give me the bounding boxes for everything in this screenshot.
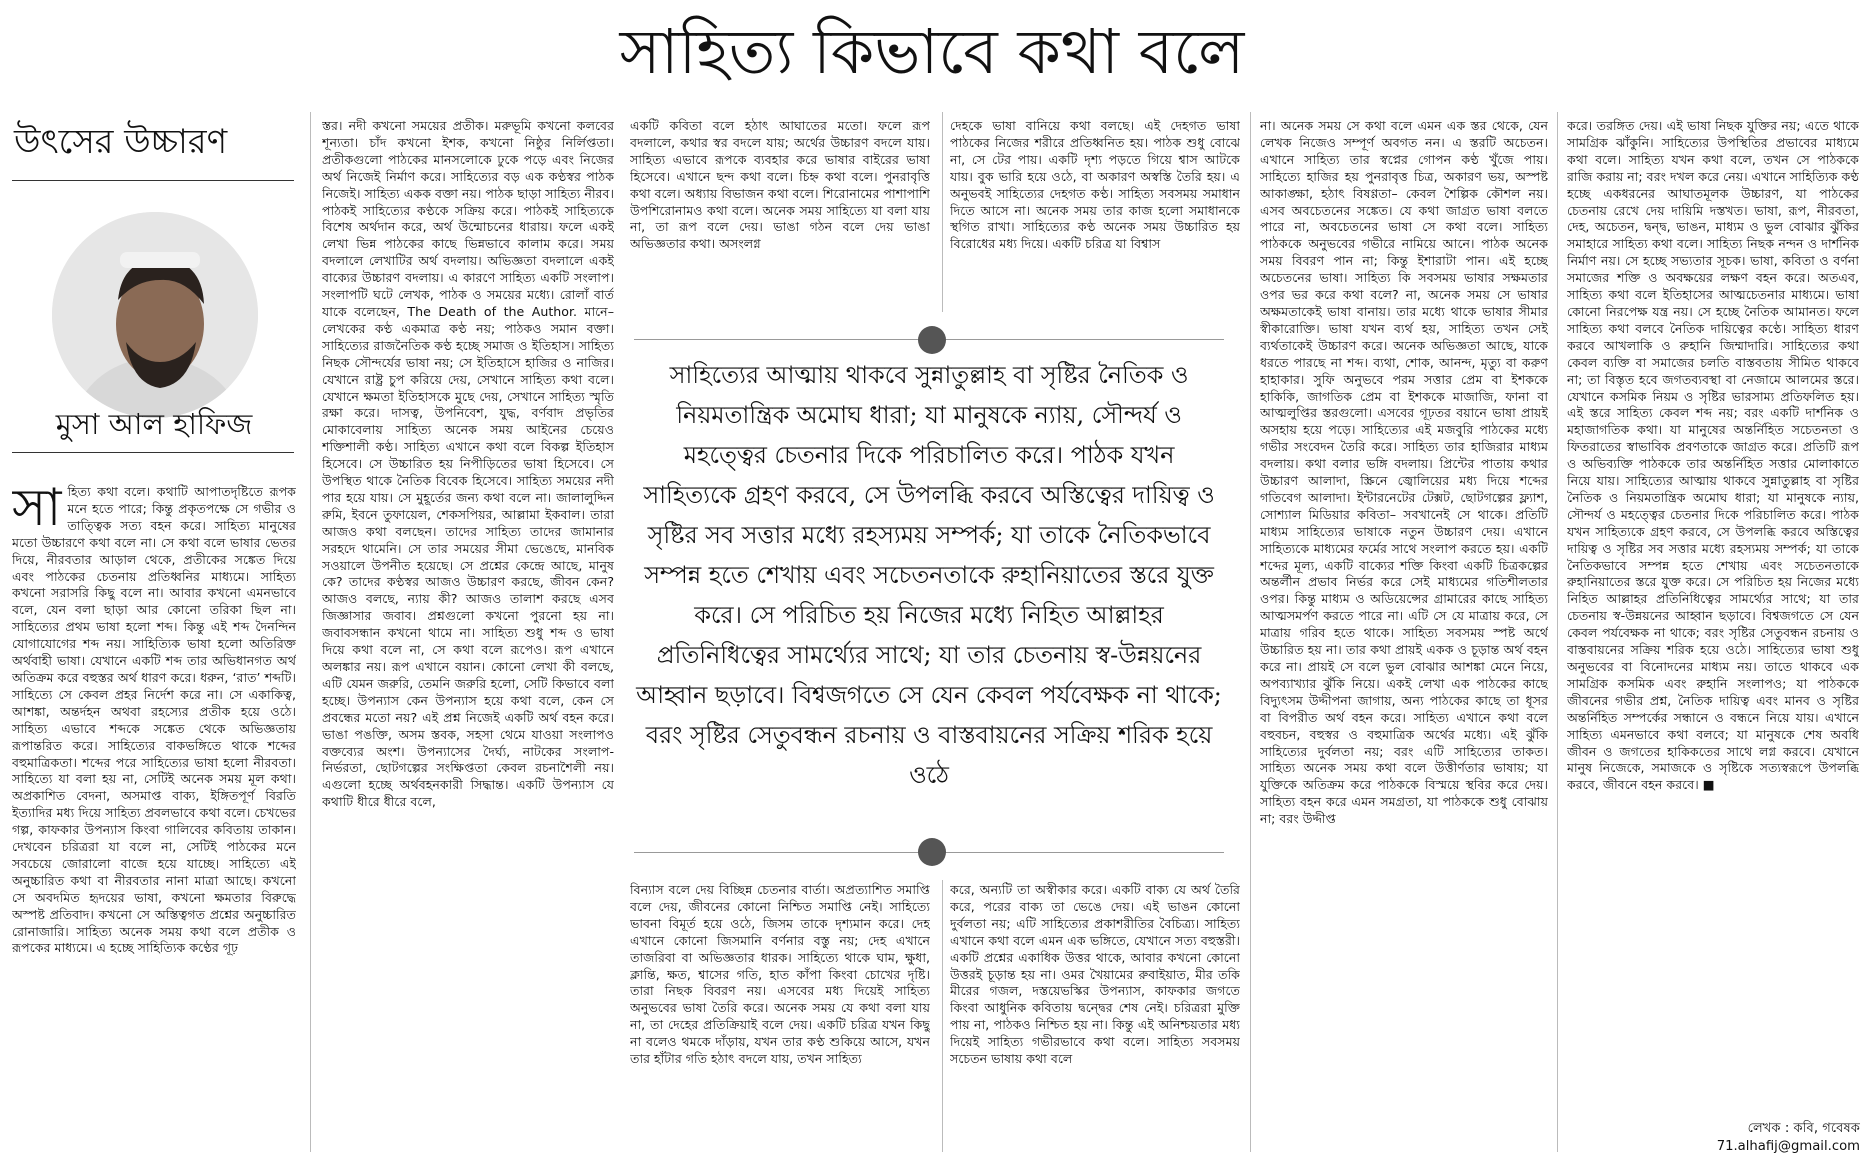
- article-column-5: [1260, 118, 1548, 1160]
- column-divider: [942, 112, 943, 312]
- article-column-6: [1567, 118, 1859, 1116]
- column-text: দেহকে ভাষা বানিয়ে কথা বলছে। এই দেহগত ভাষা পাঠকের নিজের শরীরে প্রতিধ্বনিত হয়। পাঠক শুধু বোঝে না, সে টের পায়। একটি দৃশ্য পড়তে গিয়ে শ্বাস আটকে যায়। বুক ভারি হয়ে ওঠে, বা অকারণ অস্বস্তি তৈরি হয়। এ অনুভবই সাহিত্যের দেহগত কণ্ঠ। সাহিত্য সবসময় সমাধান দিতে আসে না। অনেক সময় তার কাজ হলো সমাধানকে স্থগিত রাখা। সাহিত্যের কণ্ঠ অনেক সময় উচ্চারিত হয় বিরোধের মধ্য দিয়ে। একটি চরিত্র যা বিশ্বাস: [950, 118, 1240, 252]
- pullquote-dot-top: [918, 326, 946, 354]
- section-rule-top: [12, 180, 294, 181]
- section-title: উৎসের উচ্চারণ: [14, 122, 228, 162]
- column-divider: [310, 112, 311, 1152]
- article-column-3-top: [630, 118, 930, 306]
- article-column-2: [322, 118, 614, 1160]
- column-text: করে। তরঙ্গিত দেয়। এই ভাষা নিছক যুক্তির নয়; এতে থাকে সামগ্রিক ঝাঁকুনি। সাহিত্যের উপস্থিতির প্রভাবের মাধ্যমে কথা বলে। সাহিত্য যখন কথা বলে, তখন সে পাঠককে রাজি করায় না; বরং দখল করে নেয়। এখানে সাহিত্যিক কণ্ঠ হচ্ছে একধরনের আঘাতমূলক উচ্চারণ, যা পাঠকের চেতনায় রেখে দেয় দায়িমি দস্তখত। ভাষা, রূপ, নীরবতা, দেহ, অচেতন, দ্বন্দ্ব, ভাঙন, মাধ্যম ও ভুল বোঝার ঝুঁকির সমাহারে সাহিত্য কথা বলে। সাহিত্য নিছক নন্দন ও দার্শনিক নির্মাণ নয়। সে হচ্ছে সভ্যতার সূচক। ভাষা, কবিতা ও বর্ণনা সমাজের শক্তি ও অবক্ষয়ের লক্ষণ বহন করে। অতএব, সাহিত্য কথা বলে ইতিহাসের আত্মচেতনার মাধ্যমে। ভাষা কোনো নিরপেক্ষ যন্ত্র নয়। সে হচ্ছে নৈতিক আমানত। ফলে সাহিত্য কথা বলবে নৈতিক দায়িত্বের কণ্ঠে। সাহিত্য ধারণ করবে আখলাকি ও রুহানি জিম্মাদারি। সাহিত্যের কথা কেবল ব্যক্তি বা সমাজের চলতি বাস্তবতায় সীমিত থাকবে না; তা বিস্তৃত হবে জগতব্যবস্থা বা নেজামে আলমের স্তরে। যেখানে কসমিক নিয়ম ও সৃষ্টির ভারসাম্য প্রতিফলিত হয়। এই স্তরে সাহিত্য কেবল শব্দ নয়; বরং একটি দার্শনিক ও মহাজাগতিক কথা। যা মানুষের অন্তর্নিহিত সচেতনতা ও ফিতরাতের স্বাভাবিক প্রবণতাকে জাগ্রত করে। প্রতিটি রূপ ও অভিব্যক্তি পাঠককে তার অন্তর্নিহিত সত্তার মোলাকাতে নিয়ে যায়। সাহিত্যের আত্মায় থাকবে সুন্নাতুল্লাহ বা সৃষ্টির নৈতিক ও নিয়মতান্ত্রিক অমোঘ ধারা; যা মানুষকে ন্যায়, সৌন্দর্য ও মহত্ত্বের চেতনার দিকে পরিচালিত করে। পাঠক যখন সাহিত্যকে গ্রহণ করবে, সে উপলব্ধি করবে অস্তিত্বের দায়িত্ব ও সৃষ্টির সব সত্তার মধ্যে রহস্যময় সম্পর্ক; যা তাকে নৈতিকভাবে সম্পন্ন হতে শেখায় এবং সচেতনতাকে রুহানিয়াতের স্তরে যুক্ত করে। সে পরিচিত হয় নিজের মধ্যে নিহিত আল্লাহর প্রতিনিধিত্বের সামর্থ্যের সাথে; যা তার চেতনায় স্ব-উন্নয়নের আহ্বান ছড়াবে। বিশ্বজগতে সে যেন কেবল পর্যবেক্ষক না থাকে; বরং সৃষ্টির সেতুবন্ধন রচনায় ও বাস্তবায়নের সক্রিয় শরিক হয়ে ওঠে। সাহিত্যের ভাষা শুধু অনুভবের বা বিনোদনের মাধ্যম নয়। তাতে থাকবে এক সামগ্রিক কসমিক এবং রুহানি সংলাপও; যা পাঠককে জীবনের গভীর প্রশ্ন, নৈতিক দায়িত্ব এবং মানব ও সৃষ্টির অন্তর্নিহিত সম্পর্কের সন্ধানে ও বন্ধনে নিয়ে যায়। এখানে সাহিত্য এমনভাবে কথা বলবে; যা মানুষকে শেষ অবধি জীবন ও জগতের হাকিকতের সাথে লগ্ন করবে। যেখানে মানুষ নিজেকে, সমাজকে ও সৃষ্টিকে সত্যস্বরূপে উপলব্ধি করবে, জীবনে বহন করবে। ■: [1567, 118, 1859, 793]
- article-column-4-top: [950, 118, 1240, 306]
- column-divider: [1557, 112, 1558, 1152]
- author-signature: [1598, 1120, 1860, 1156]
- column-text: না। অনেক সময় সে কথা বলে এমন এক স্তর থেকে, যেন লেখক নিজেও সম্পূর্ণ অবগত নন। এ স্তরটি অচেতন। এখানে সাহিত্য তার স্বপ্নের গোপন কণ্ঠ খুঁজে পায়। সাহিত্যে হাজির হয় পুনরাবৃত্ত চিত্র, অকারণ ভয়, অস্পষ্ট আকাঙ্ক্ষা, হঠাৎ বিষণ্ণতা– কেবল শৈল্পিক কৌশল নয়। এসব অবচেতনের সঙ্কেত। যে কথা জাগ্রত ভাষা বলতে পারে না, অবচেতনের ভাষা সে কথা বলে। সাহিত্য পাঠককে অনুভবের গভীরে নামিয়ে আনে। পাঠক অনেক সময় বিবরণ পান না; কিন্তু ইশারাটা পান। এই হচ্ছে অচেতনের ভাষা। সাহিত্য কি সবসময় ভাষার সক্ষমতার ওপর ভর করে কথা বলে? না, অনেক সময় সে ভাষার অক্ষমতাকেই ভাষা বানায়। তার মধ্যে থাকে ভাষার সীমার স্বীকারোক্তি। ভাষা যখন ব্যর্থ হয়, সাহিত্য তখন সেই ব্যর্থতাকেই উচ্চারণ করে। অনেক অভিজ্ঞতা আছে, যাকে ধরতে পারছে না শব্দ। ব্যথা, শোক, আনন্দ, মৃত্যু বা করুণ হাহাকার। সুফি অনুভবে পরম সত্তার প্রেম বা ইশককে হাকিকি, জাগতিক প্রেম বা ইশককে মাজাজি, ফানা বা আত্মলুপ্তির স্তরগুলো। এসবের গূঢ়তর বয়ানে ভাষা প্রায়ই অসহায় হয়ে পড়ে। সাহিত্যের এই মজবুরি পাঠকের মধ্যে গভীর সংবেদন তৈরি করে। সাহিত্য তার হাজিরার মাধ্যম বদলায়। কথা বলার ভঙ্গি বদলায়। প্রিন্টের পাতায় কথার উচ্চারণ আলাদা, স্ক্রিনে জ্বোলিয়ের মধ্য দিয়ে শব্দের গতিবেগ আলাদা। ইন্টারনেটের টেক্সট, ছোটগল্পের ফ্ল্যাশ, সোশ্যাল মিডিয়ার কবিতা– সবখানেই সে থাকে। প্রতিটি মাধ্যম সাহিত্যের ভাষাকে নতুন উচ্চারণ দেয়। এখানে সাহিত্যকে মাধ্যমের ফর্মের সাথে সংলাপ করতে হয়। একটি শব্দের মূল্য, একটি বাক্যের শক্তি কিংবা একটি চিত্রকল্পের অন্তর্লীন প্রভাব নির্ভর করে সেই মাধ্যমের গতিশীলতার ওপর। কিন্তু মাধ্যম ও অডিয়েন্সের গ্রামারের কাছে সাহিত্য আত্মসমর্পণ করতে পারে না। এটি সে যে মাত্রায় করে, সে মাত্রায় গরিব হতে থাকে। সাহিত্য সবসময় স্পষ্ট অর্থে উচ্চারিত হয় না। তার কথা প্রায়ই একক ও চূড়ান্ত অর্থ বহন করে না। প্রায়ই সে বলে ভুল বোঝার আশঙ্কা মেনে নিয়ে, অপব্যাখ্যার ঝুঁকি নিয়ে। একই লেখা এক পাঠকের কাছে বিদ্যুৎসম উদ্দীপনা জাগায়, অন্য পাঠকের কাছে তা ধূসর বা বিপরীত অর্থ বহন করে। সাহিত্য এখানে কথা বলে বহুবচন, বহুস্বর ও বহুমাত্রিক অর্থের মধ্যে। এই ঝুঁকি সাহিত্যের দুর্বলতা নয়; বরং এটি সাহিত্যের তাকত। সাহিত্য অনেক সময় কথা বলে উত্তীর্ণতার ভাষায়; যা যুক্তিকে অতিক্রম করে পাঠককে বিস্ময়ে স্থবির করে দেয়। সাহিত্য বহন করে এমন সমগ্রতা, যা পাঠককে শুধু বোঝায় না; বরং উদ্দীপ্ত: [1260, 118, 1548, 827]
- article-column-3-bottom: [630, 882, 930, 1160]
- section-rule-bottom: [12, 452, 294, 453]
- headline: সাহিত্য কিভাবে কথা বলে: [619, 15, 1245, 88]
- author-role: লেখক : কবি, গবেষক: [1747, 1121, 1860, 1136]
- author-email: 71.alhafij@gmail.com: [1716, 1139, 1860, 1154]
- column-text: হিত্য কথা বলে। কথাটি আপাতদৃষ্টিতে রূপক মনে হতে পারে; কিন্তু প্রকৃতপক্ষে সে গভীর ও তাত্ত্বিক সত্য বহন করে। সাহিত্য মানুষের মতো উচ্চারণে কথা বলে না। সে কথা বলে ভাষার ভেতর দিয়ে, নীরবতার আড়াল থেকে, প্রতীকের সঙ্কেত দিয়ে এবং পাঠকের চেতনায় প্রতিধ্বনির মাধ্যমে। সাহিত্য কখনো সরাসরি কিছু বলে না। আবার কখনো এমনভাবে বলে, যেন বলা ছাড়া আর কোনো তরিকা ছিল না। সাহিত্যের প্রথম ভাষা হলো শব্দ। কিন্তু এই শব্দ দৈনন্দিন যোগাযোগের শব্দ নয়। সাহিত্যিক ভাষা হলো অতিরিক্ত অর্থবাহী ভাষা। যেখানে একটি শব্দ তার অভিধানগত অর্থ অতিক্রম করে বহুস্তর অর্থ ধারণ করে। ধরুন, ‘রাত’ শব্দটি। সাহিত্যে সে কেবল প্রহর নির্দেশ করে না। সে একাকিত্ব, আশঙ্কা, অন্তর্দহন অথবা রহস্যের প্রতীক হয়ে ওঠে। সাহিত্য এভাবে শব্দকে সঙ্কেত থেকে অভিজ্ঞতায় রূপান্তরিত করে। সাহিত্যের বাকভঙ্গিতে থাকে শব্দের বহুমাত্রিকতা। শব্দের পরে সাহিত্যের ভাষা হলো নীরবতা। সাহিত্যে যা বলা হয় না, সেটিই অনেক সময় মূল কথা। অপ্রকাশিত বেদনা, অসমাপ্ত বাক্য, ইঙ্গিতপূর্ণ বিরতি ইত্যাদির মধ্য দিয়ে সাহিত্য প্রবলভাবে কথা বলে। চেখভের গল্প, কাফকার উপন্যাস কিংবা গালিবের কবিতায় তাকান। দেখবেন চরিত্ররা যা বলে না, সেটিই পাঠকের মনে সবচেয়ে জোরালো বাজে হয়ে যাচ্ছে। সাহিত্যে এই অনুচ্চারিত কথা বা নীরবতার নানা মাত্রা আছে। কখনো সে অবদমিত হৃদয়ের ভাষা, কখনো ক্ষমতার বিরুদ্ধে অস্পষ্ট প্রতিবাদ। কখনো সে অস্তিত্বগত প্রশ্নের অনুচ্চারিত রোনাজারি। সাহিত্য অনেক সময় কথা বলে প্রতীক ও রূপকের মাধ্যমে। এ হচ্ছে সাহিত্যিক কণ্ঠের গূঢ়: [12, 484, 296, 956]
- article-column-4-bottom: [950, 882, 1240, 1160]
- article-column-1: [12, 484, 296, 1160]
- column-text: করে, অন্যটি তা অস্বীকার করে। একটি বাক্য যে অর্থ তৈরি করে, পরের বাক্য তা ভেঙে দেয়। এই ভাঙন কোনো দুর্বলতা নয়; এটি সাহিত্যের প্রকাশরীতির বৈচিত্র্য। সাহিত্য এখানে কথা বলে এমন এক ভঙ্গিতে, যেখানে সত্য বহুস্তরী। একটি প্রশ্নের একাধিক উত্তর থাকে, আবার কখনো কোনো উত্তরই চূড়ান্ত হয় না। ওমর খৈয়ামের রুবাইয়াত, মীর তকি মীরের গজল, দস্তয়েভস্কির উপন্যাস, কাফকার জগতে কিংবা আধুনিক কবিতায় দ্বন্দ্বের শেষ নেই। চরিত্ররা মুক্তি পায় না, পাঠকও নিশ্চিত হয় না। কিন্তু এই অনিশ্চয়তার মধ্য দিয়েই সাহিত্য গভীরভাবে কথা বলে। সাহিত্য সবসময় সচেতন ভাষায় কথা বলে: [950, 882, 1240, 1067]
- column-divider: [1250, 112, 1251, 1152]
- column-text: স্তর। নদী কখনো সময়ের প্রতীক। মরুভূমি কখনো কলবের শূন্যতা। চাঁদ কখনো ইশক, কখনো নিষ্ঠুর নির্লিপ্ততা। প্রতীকগুলো পাঠকের মানসলোকে ঢুকে পড়ে এবং নিজের অর্থ নিজেই নির্মাণ করে। সাহিত্যের বড় এক কণ্ঠস্বর পাঠক নিজেই। সাহিত্য একক বক্তা নয়। পাঠক ছাড়া সাহিত্য নীরব। পাঠকই সাহিত্যের কণ্ঠকে সক্রিয় করে। পাঠকই সাহিত্যকে বিশেষ অর্থদান করে, অর্থ উন্মোচনের ধারায়। ফলে একই লেখা ভিন্ন পাঠকের কাছে ভিন্নভাবে কালাম করে। সময় বদলালে লেখাটির অর্থ বদলায়। অভিজ্ঞতা বদলালে একই বাক্যের উচ্চারণ বদলায়। এ কারণে সাহিত্য একটি সংলাপ। সংলাপটি ঘটে লেখক, পাঠক ও সময়ের মধ্যে। রোলাঁ বার্ত যাকে বলেছেন, The Death of the Author. মানে– লেখকের কণ্ঠ একমাত্র কণ্ঠ নয়; পাঠকও সমান বক্তা। সাহিত্যের রাজনৈতিক কণ্ঠ হচ্ছে সমাজ ও ইতিহাস। সাহিত্য নিছক সৌন্দর্যের ভাষা নয়; সে ইতিহাসে হাজির ও নাজির। যেখানে রাষ্ট্র চুপ করিয়ে দেয়, সেখানে সাহিত্য কথা বলে। যেখানে ক্ষমতা ইতিহাসকে মুছে দেয়, সেখানে সাহিত্য স্মৃতি রক্ষা করে। দাসত্ব, উপনিবেশ, যুদ্ধ, বর্ণবাদ প্রভৃতির মোকাবেলায় সাহিত্য অনেক সময় আইনের চেয়েও শক্তিশালী কণ্ঠ। সাহিত্য এখানে কথা বলে বিকল্প ইতিহাস হিসেবে। সে উচ্চারিত হয় নিপীড়িতের ভাষা হিসেবে। সে উপস্থিত থাকে নৈতিক বিবেক হিসেবে। সাহিত্য সময়ের নদী পার হয়ে যায়। সে মুহূর্তের জন্য কথা বলে না। জালালুদ্দিন রুমি, ইবনে তুফায়েল, শেকসপিয়র, আল্লামা ইকবাল। তারা আজও কথা বলছেন। তাদের সাহিত্য তাদের জামানার সরহদে থামেনি। সে তার সময়ের সীমা ভেঙেছে, মানবিক সওয়ালে উপনীত হয়েছে। সে প্রশ্নের কেন্দ্রে আছে, মানুষ কে? তাদের কণ্ঠস্বর আজও উচ্চারণ করছে, জীবন কেন? আজও বলছে, ন্যায় কী? আজও তালাশ করছে এসব জিজ্ঞাসার জবাব। প্রশ্নগুলো কখনো পুরনো হয় না। জবাবসন্ধান কখনো থামে না। সাহিত্য শুধু শব্দ ও ভাষা দিয়ে কথা বলে না, সে কথা বলে রূপেও। রূপ এখানে অলঙ্কার নয়। রূপ এখানে বয়ান। কোনো লেখা কী বলছে, এটি যেমন জরুরি, তেমনি জরুরি হলো, সেটি কিভাবে বলা হচ্ছে। উপন্যাস কেন উপন্যাস হয়ে কথা বলে, কেন সে প্রবন্ধের মতো নয়? এই প্রশ্ন নিজেই একটি অর্থ বহন করে। ভাঙা পঙক্তি, অসম স্তবক, সহসা থেমে যাওয়া সংলাপও বক্তব্যের অংশ। উপন্যাসের দৈর্ঘ্য, নাটকের সংলাপ-নির্ভরতা, ছোটগল্পের সংক্ষিপ্ততা কেবল রচনাশৈলী নয়। এগুলো হচ্ছে অর্থবহনকারী সিদ্ধান্ত। একটি উপন্যাস যে কথাটি ধীরে ধীরে বলে,: [322, 118, 614, 810]
- column-text: বিন্যাস বলে দেয় বিচ্ছিন্ন চেতনার বার্তা। অপ্রত্যাশিত সমাপ্তি বলে দেয়, জীবনের কোনো নিশ্চিত সমাপ্তি নেই। সাহিত্যে ভাবনা বিমূর্ত হয়ে ওঠে, জিসম তাকে দৃশ্যমান করে। দেহ এখানে কোনো জিসমানি বর্ণনার বস্তু নয়; দেহ এখানে তাজরিবা বা অভিজ্ঞতার ধারক। সাহিত্যে থাকে ঘাম, ক্ষুধা, ক্লান্তি, ক্ষত, শ্বাসের গতি, হাত কাঁপা কিংবা চোখের দৃষ্টি। তারা নিছক বিবরণ নয়। এসবের মধ্য দিয়েই সাহিত্য অনুভবের ভাষা তৈরি করে। অনেক সময় যে কথা বলা যায় না, তা দেহের প্রতিক্রিয়াই বলে দেয়। একটি চরিত্র যখন কিছু না বলেও থমকে দাঁড়ায়, যখন তার কণ্ঠ শুকিয়ে আসে, যখন তার হাঁটার গতি হঠাৎ বদলে যায়, তখন সাহিত্য: [630, 882, 930, 1067]
- author-name: মুসা আল হাফিজ: [55, 407, 253, 441]
- dropcap: সা: [12, 484, 62, 538]
- author-photo: [52, 212, 258, 418]
- pullquote-dot-bottom: [918, 838, 946, 866]
- column-divider: [942, 880, 943, 1152]
- author-portrait-icon: [52, 212, 258, 418]
- pullquote: সাহিত্যের আত্মায় থাকবে সুন্নাতুল্লাহ বা সৃষ্টির নৈতিক ও নিয়মতান্ত্রিক অমোঘ ধারা; যা মানুষকে ন্যায়, সৌন্দর্য ও মহত্ত্বের চেতনার দিকে পরিচালিত করে। পাঠক যখন সাহিত্যকে গ্রহণ করবে, সে উপলব্ধি করবে অস্তিত্বের দায়িত্ব ও সৃষ্টির সব সত্তার মধ্যে রহস্যময় সম্পর্ক; যা তাকে নৈতিকভাবে সম্পন্ন হতে শেখায় এবং সচেতনতাকে রুহানিয়াতের স্তরে যুক্ত করে। সে পরিচিত হয় নিজের মধ্যে নিহিত আল্লাহর প্রতিনিধিত্বের সামর্থ্যের সাথে; যা তার চেতনায় স্ব-উন্নয়নের আহ্বান ছড়াবে। বিশ্বজগতে সে যেন কেবল পর্যবেক্ষক না থাকে; বরং সৃষ্টির সেতুবন্ধন রচনায় ও বাস্তবায়নের সক্রিয় শরিক হয়ে ওঠে: [636, 361, 1222, 789]
- column-text: একটি কবিতা বলে হঠাৎ আঘাতের মতো। ফলে রূপ বদলালে, কথার স্বর বদলে যায়; অর্থের উচ্চারণ বদলে যায়। সাহিত্য এভাবে রূপকে ব্যবহার করে ভাষার বাইরের ভাষা হিসেবে। এখানে ছন্দ কথা বলে। চিহ্ন কথা বলে। পুনরাবৃত্তি কথা বলে। অধ্যায় বিভাজন কথা বলে। শিরোনামের পাশাপাশি উপশিরোনামও কথা বলে। অনেক সময় সাহিত্যে যা বলা যায় না, তা রূপ বলে দেয়। ভাঙা গঠন বলে দেয় ভাঙা অভিজ্ঞতার কথা। অসংলগ্ন: [630, 118, 930, 252]
